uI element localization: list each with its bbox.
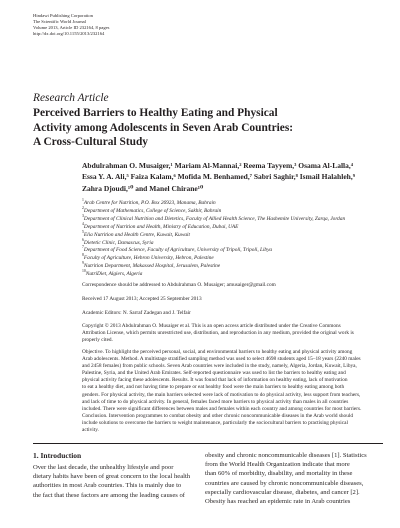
- body-line: countries are caused by chronic noncommunicable diseases,: [205, 479, 364, 487]
- affiliation: $^7$Department of Food Science, Faculty of Agriculture, University of Tripoli, Tripoli, Libya: [82, 245, 273, 254]
- journal-doi[interactable]: http://dx.doi.org/10.1155/2013/232164: [33, 31, 105, 37]
- abstract-line: and 2458 females) from public schools. Seven Arab countries were included in the study, namely, Algeria, Jordan, Kuwait, Libya,: [82, 363, 357, 370]
- abstract-line: Conclusion. Intervention programmes to combat obesity and other chronic noncommunicable diseases in the Arab world should: [82, 412, 353, 419]
- section-divider: [33, 443, 383, 444]
- abstract-line: Objective. To highlight the perceived personal, social, and environmental barriers to healthy eating and physical activity among: [82, 349, 353, 355]
- body-line: authorities in most Arab countries. This is mainly due to: [33, 482, 182, 490]
- journal-header: [33, 13, 109, 37]
- received-dates: Received 17 August 2013; Accepted 25 September 2013: [82, 296, 202, 302]
- title-line: Activity among Adolescents in Seven Arab Countries:: [33, 121, 294, 134]
- journal-name: The Scientific World Journal: [33, 19, 86, 25]
- body-column-right: [205, 451, 375, 506]
- author-line: Abdulrahman O. Musaiger,¹ Mariam Al-Mannai,² Reema Tayyem,³ Osama Al-Lalla,⁴: [82, 161, 354, 170]
- body-line: from the World Health Organization indicate that more: [205, 461, 350, 469]
- body-line: than 60% of morbidity, disability, and mortality in these: [205, 470, 353, 478]
- abstract-line: Palestine, Syria, and the United Arab Emirates. Self-reported questionnaire was used to list the barriers to healthy eating and: [82, 370, 346, 377]
- author-list: [82, 160, 382, 194]
- abstract-line: include solutions to overcome the barriers to weight maintenance, particularly the sociocultural barriers to practising physical: [82, 419, 348, 426]
- correspondence: Correspondence should be addressed to Abdulrahman O. Musaiger; amusaiger@gmail.com: [82, 282, 276, 288]
- academic-editors: Academic Editors: N. Sarraf Zadegan and J. Telfair: [82, 310, 191, 316]
- affiliation: $^6$Dietetic Clinic, Damascus, Syria: [82, 237, 154, 246]
- body-line: Over the last decade, the unhealthy lifestyle and poor: [33, 464, 174, 471]
- abstract-line: included. There were significant differences between males and females within each country and among countries for most barriers.: [82, 405, 362, 412]
- body-line: dietary habits have been of great concern to the local health: [33, 473, 191, 481]
- copyright-line: Copyright © 2013 Abdulrahman O. Musaiger et al. This is an open access article distributed under the Creative Commons: [82, 323, 341, 329]
- body-line: obesity and chronic noncommunicable diseases [1]. Statistics: [205, 452, 367, 459]
- affiliation: $^8$Faculty of Agriculture, Hebron University, Hebron, Palestine: [82, 253, 214, 262]
- body-line: especially cardiovascular disease, diabetes, and cancer [2].: [205, 488, 360, 496]
- abstract-line: and lack of time to do physical activity. In general, females faced more barriers to physical activity than males in all countries: [82, 398, 349, 405]
- affiliation: $^2$Department of Mathematics, College of Science, Sakhir, Bahrain: [82, 206, 222, 214]
- title-line: A Cross-Cultural Study: [33, 136, 148, 149]
- affiliation: $^4$Department of Nutrition and Health, Ministry of Education, Dubai, UAE: [82, 221, 239, 230]
- article-type: Research Article: [33, 92, 109, 104]
- affiliation: $^{10}$NutriDiet, Algiers, Algeria: [82, 269, 143, 278]
- title-line: Perceived Barriers to Healthy Eating and Physical: [33, 107, 278, 119]
- affiliation-list: [82, 200, 382, 279]
- affiliation: $^9$Nutrition Department, Makassed Hospital, Jerusalem, Palestine: [82, 261, 221, 270]
- abstract-line: activity.: [82, 427, 99, 434]
- author-line: Zahra Djoudi,¹⁰ and Manel Chirane¹⁰: [82, 183, 204, 193]
- section-heading: 1. Introduction: [33, 451, 82, 460]
- copyright-line: Attribution License, which permits unrestricted use, distribution, and reproduction in any medium, provided the original work is: [82, 330, 354, 337]
- affiliation: $^1$Arab Centre for Nutrition, P.O. Box 26923, Manama, Bahrain: [82, 198, 216, 206]
- publisher: Hindawi Publishing Corporation: [33, 13, 93, 18]
- abstract-line: physical activity facing these adolescents. Results. It was found that lack of information on healthy eating, lack of motivation: [82, 377, 348, 384]
- abstract: [82, 349, 382, 434]
- author-line: Essa Y. A. Ali,⁵ Faiza Kalam,⁶ Mofida M. Benhamed,⁷ Sabri Saghir,⁸ Ismail Halahleh,⁹: [82, 172, 355, 182]
- copyright-line: properly cited.: [82, 337, 113, 344]
- journal-volume: Volume 2013, Article ID 232164, 8 pages: [33, 25, 110, 31]
- abstract-line: Arab adolescents. Method. A multistage stratified sampling method was used to select 4698 students aged 15–18 years (2240 males: [82, 356, 361, 363]
- copyright-notice: [82, 323, 382, 344]
- affiliation: $^3$Department of Clinical Nutrition and Dietetics, Faculty of Allied Health Science, The Hashemite University, Zarqa, Jordan: [82, 214, 346, 222]
- abstract-line: genders. For physical activity, the main barriers selected were lack of motivation to do physical activity, less support from teachers,: [82, 391, 361, 398]
- abstract-line: to eat a healthy diet, and not having time to prepare or eat healthy food were the main barriers to healthy eating among both: [82, 384, 345, 391]
- body-column-left: [33, 463, 203, 500]
- body-line: Obesity has reached an epidemic rate in Arab countries: [205, 498, 351, 506]
- affiliation: $^5$Elia Nutrition and Health Centre, Kuwait, Kuwait: [82, 229, 190, 238]
- article-title: [33, 106, 373, 150]
- body-line: the fact that these factors are among the leading causes of: [33, 491, 185, 499]
